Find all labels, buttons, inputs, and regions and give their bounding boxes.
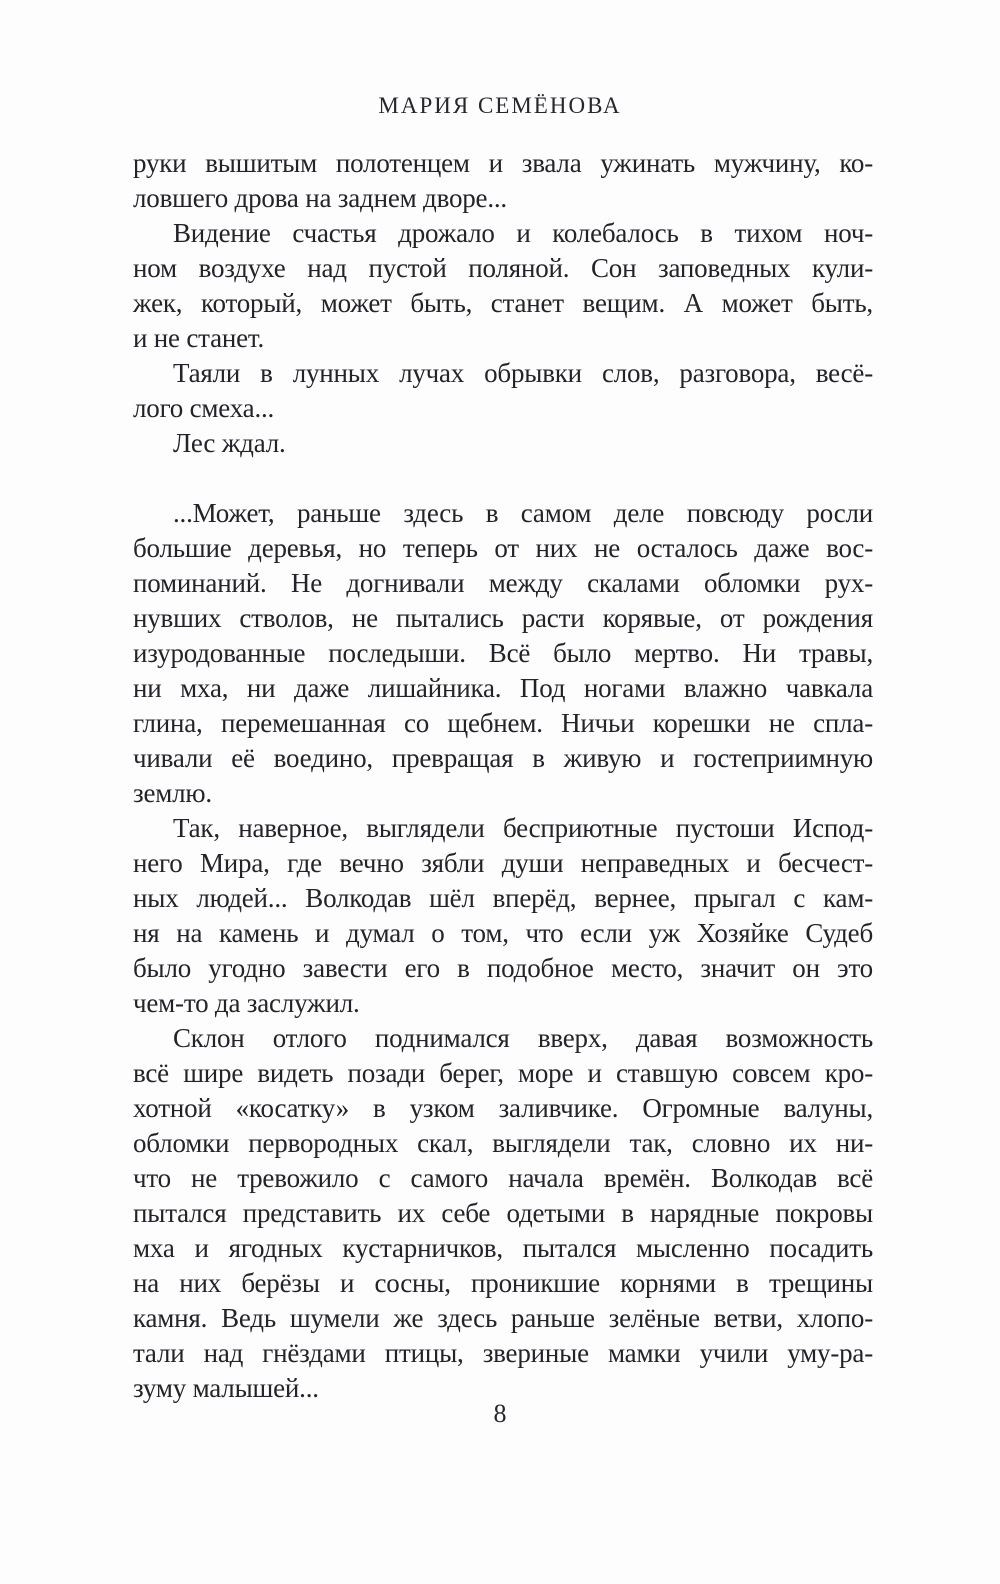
text-line: пытался представить их себе одетыми в нарядные покровы [133, 1198, 873, 1228]
text-line: землю. [133, 778, 212, 808]
paragraph [133, 356, 873, 426]
text-line: было угодно завести его в подобное место, значит он это [133, 953, 873, 983]
text-line: тали над гнёздами птицы, звериные мамки учили уму-ра- [133, 1338, 873, 1368]
paragraph [133, 496, 873, 811]
text-line: глина, перемешанная со щебнем. Ничьи корешки не спла- [133, 708, 873, 738]
text-line: чем-то да заслужил. [133, 988, 360, 1018]
paragraph [133, 426, 873, 461]
text-line: зуму малышей... [133, 1373, 319, 1403]
text-line: ни мха, ни даже лишайника. Под ногами влажно чавкала [133, 673, 873, 703]
page-body [133, 146, 873, 1406]
text-line: на них берёзы и сосны, проникшие корнями в трещины [133, 1268, 873, 1298]
text-line: большие деревья, но теперь от них не осталось даже вос- [133, 533, 873, 563]
paragraph [133, 1021, 873, 1406]
text-line: Таяли в лунных лучах обрывки слов, разговора, весё- [173, 358, 873, 388]
text-line: руки вышитым полотенцем и звала ужинать мужчину, ко- [133, 148, 873, 178]
text-line: ных людей... Волкодав шёл вперёд, вернее, прыгал с кам- [133, 883, 873, 913]
text-line: ловшего дрова на заднем дворе... [133, 183, 507, 213]
page-number: 8 [493, 1399, 507, 1428]
text-line: поминаний. Не догнивали между скалами обломки рух- [133, 568, 873, 598]
text-line: Видение счастья дрожало и колебалось в тихом ноч- [173, 218, 873, 248]
text-line: и не станет. [133, 323, 265, 353]
running-header: МАРИЯ СЕМЁНОВА [378, 93, 622, 118]
text-line: него Мира, где вечно зябли души неправедных и бесчест- [133, 848, 873, 878]
text-line: Так, наверное, выглядели бесприютные пустоши Испод- [173, 813, 873, 843]
text-line: нувших стволов, не пытались расти корявые, от рождения [133, 603, 873, 633]
text-line: ня на камень и думал о том, что если уж Хозяйке Судеб [133, 918, 873, 948]
text-line: жек, который, может быть, станет вещим. А может быть, [133, 288, 873, 318]
text-line: хотной «косатку» в узком заливчике. Огромные валуны, [133, 1093, 873, 1123]
text-line: чивали её воедино, превращая в живую и гостеприимную [133, 743, 873, 773]
text-line: камня. Ведь шумели же здесь раньше зелёные ветви, хлопо- [133, 1303, 873, 1333]
paragraph [133, 146, 873, 216]
paragraph [133, 811, 873, 1021]
text-line: изуродованные последыши. Всё было мертво. Ни травы, [133, 638, 873, 668]
text-line: ном воздухе над пустой поляной. Сон заповедных кули- [133, 253, 873, 283]
text-line: что не тревожило с самого начала времён. Волкодав всё [133, 1163, 873, 1193]
text-line: ...Может, раньше здесь в самом деле повсюду росли [173, 498, 873, 528]
text-line: Склон отлого поднимался вверх, давая возможность [173, 1023, 873, 1053]
text-line: мха и ягодных кустарничков, пытался мысленно посадить [133, 1233, 873, 1263]
text-line: Лес ждал. [173, 428, 286, 458]
paragraph [133, 216, 873, 356]
text-line: лого смеха... [133, 393, 275, 423]
text-line: обломки первородных скал, выглядели так, словно их ни- [133, 1128, 873, 1158]
text-line: всё шире видеть позади берег, море и ставшую совсем кро- [133, 1058, 873, 1088]
